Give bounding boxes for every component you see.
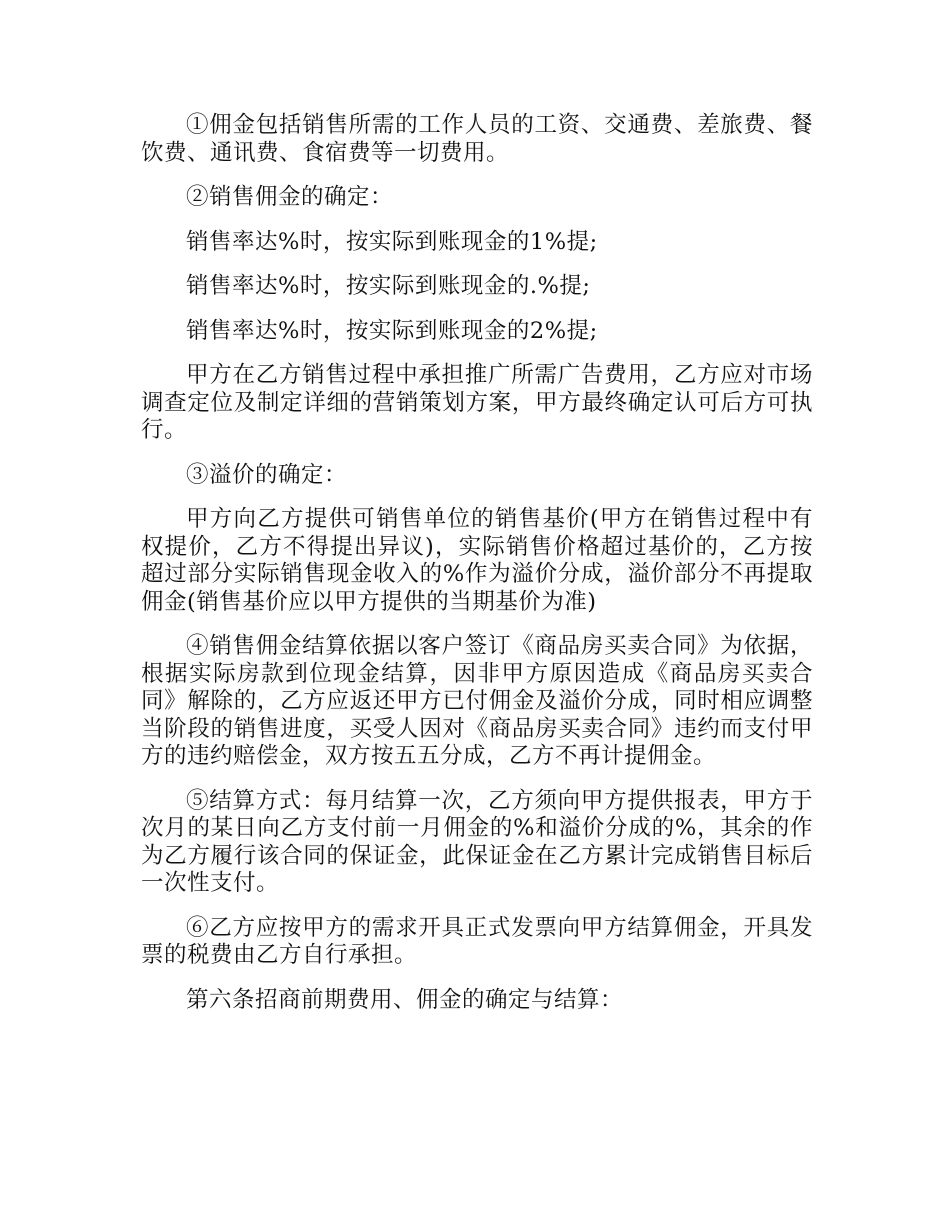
paragraph-rate-tier-1: 销售率达%时，按实际到账现金的1%提; xyxy=(186,228,598,255)
paragraph-rate-tier-2: 销售率达%时，按实际到账现金的.%提; xyxy=(186,273,591,299)
paragraph-settlement-method: ⑤结算方式：每月结算一次，乙方须向甲方提供报表，甲方于次月的某日向乙方支付前一月佣金的%和溢价分成的%，其余的作为乙方履行该合同的保证金，此保证金在乙方累计完成销售目标后一次性支付。 xyxy=(141,787,813,896)
paragraph-commission-determination: ②销售佣金的确定： xyxy=(186,184,394,210)
paragraph-commission-scope: ①佣金包括销售所需的工作人员的工资、交通费、差旅费、餐饮费、通讯费、食宿费等一切费用。 xyxy=(141,112,813,166)
paragraph-settlement-basis: ④销售佣金结算依据以客户签订《商品房买卖合同》为依据，根据实际房款到位现金结算，因非甲方原因造成《商品房买卖合同》解除的，乙方应返还甲方已付佣金及溢价分成，同时相应调整当阶段的销售进度，买受人因对《商品房买卖合同》违约而支付甲方的违约赔偿金，双方按五五分成，乙方不再计提佣金。 xyxy=(141,633,813,769)
paragraph-invoice-terms: ⑥乙方应按甲方的需求开具正式发票向甲方结算佣金，开具发票的税费由乙方自行承担。 xyxy=(141,914,813,968)
paragraph-article-six-heading: 第六条招商前期费用、佣金的确定与结算： xyxy=(186,986,624,1013)
document-page xyxy=(141,112,813,1014)
paragraph-premium-terms: 甲方向乙方提供可销售单位的销售基价(甲方在销售过程中有权提价，乙方不得提出异议)，实际销售价格超过基价的，乙方按超过部分实际销售现金收入的%作为溢价分成，溢价部分不再提取佣金(销售基价应以甲方提供的当期基价为准) xyxy=(141,506,813,615)
paragraph-premium-heading: ③溢价的确定： xyxy=(186,461,348,488)
paragraph-rate-tier-3: 销售率达%时，按实际到账现金的2%提; xyxy=(186,317,598,344)
paragraph-advertising-costs: 甲方在乙方销售过程中承担推广所需广告费用，乙方应对市场调查定位及制定详细的营销策划方案，甲方最终确定认可后方可执行。 xyxy=(141,362,813,443)
